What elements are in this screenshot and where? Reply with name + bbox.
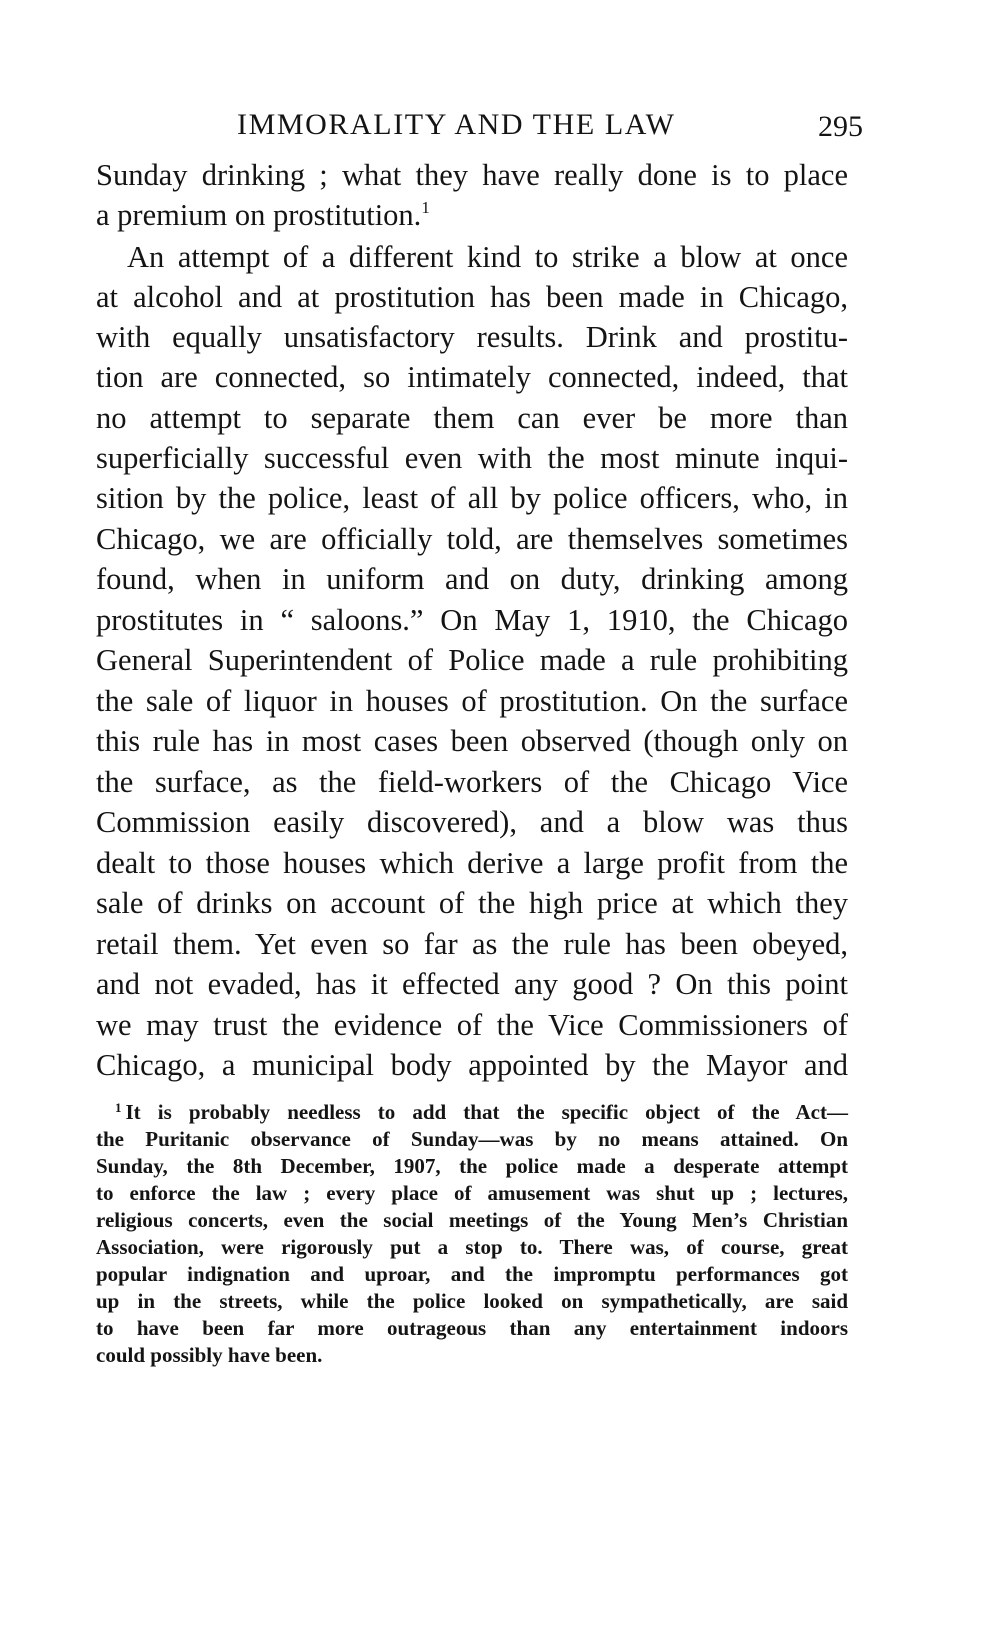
- footnote-line: to enforce the law ; every place of amusement was shut up ; lectures,: [96, 1181, 848, 1205]
- footnote-line: popular indignation and uproar, and the impromptu performances got: [96, 1262, 848, 1286]
- footnote-line: religious concerts, even the social meetings of the Young Men’s Christian: [96, 1208, 848, 1232]
- body-line: An attempt of a different kind to strike a blow at once: [127, 240, 848, 274]
- body-line: this rule has in most cases been observed (though only on: [96, 724, 848, 758]
- body-line: Chicago, a municipal body appointed by the Mayor and: [96, 1048, 848, 1082]
- body-line: dealt to those houses which derive a large profit from the: [96, 846, 848, 880]
- footnote-marker: 1: [115, 1100, 122, 1115]
- body-line-text: a premium on prostitution.: [96, 198, 422, 232]
- footnote-line-text: It is probably needless to add that the specific object of the Act—: [125, 1100, 848, 1124]
- running-title: IMMORALITY AND THE LAW: [237, 108, 676, 141]
- footnote-line: to have been far more outrageous than any entertainment indoors: [96, 1316, 848, 1340]
- footnote-line: up in the streets, while the police looked on sympathetically, are said: [96, 1289, 848, 1313]
- body-line: the sale of liquor in houses of prostitution. On the surface: [96, 684, 848, 718]
- body-line: and not evaded, has it effected any good ? On this point: [96, 967, 848, 1001]
- body-line: we may trust the evidence of the Vice Commissioners of: [96, 1008, 848, 1042]
- body-line: [96, 195, 848, 235]
- body-line: prostitutes in “ saloons.” On May 1, 1910, the Chicago: [96, 603, 848, 637]
- body-line: no attempt to separate them can ever be more than: [96, 401, 848, 435]
- footnote-line: could possibly have been.: [96, 1343, 323, 1367]
- body-line: the surface, as the field-workers of the Chicago Vice: [96, 765, 848, 799]
- footnote-reference: 1: [421, 198, 430, 217]
- body-line: sale of drinks on account of the high price at which they: [96, 886, 848, 920]
- body-line: found, when in uniform and on duty, drinking among: [96, 562, 848, 596]
- body-line: at alcohol and at prostitution has been made in Chicago,: [96, 280, 848, 314]
- body-line: with equally unsatisfactory results. Drink and prostitu-: [96, 320, 848, 354]
- body-line: tion are connected, so intimately connected, indeed, that: [96, 360, 848, 394]
- body-line: Sunday drinking ; what they have really done is to place: [96, 158, 848, 192]
- footnote-line: the Puritanic observance of Sunday—was by no means attained. On: [96, 1127, 848, 1151]
- page-number: 295: [818, 110, 863, 143]
- body-line: General Superintendent of Police made a rule prohibiting: [96, 643, 848, 677]
- body-line: retail them. Yet even so far as the rule has been obeyed,: [96, 927, 848, 961]
- body-line: Chicago, we are officially told, are themselves sometimes: [96, 522, 848, 556]
- footnote-line: Association, were rigorously put a stop to. There was, of course, great: [96, 1235, 848, 1259]
- page-header: [0, 103, 1000, 147]
- footnote-line: Sunday, the 8th December, 1907, the police made a desperate attempt: [96, 1154, 848, 1178]
- body-line: superficially successful even with the most minute inqui-: [96, 441, 848, 475]
- body-line: Commission easily discovered), and a blow was thus: [96, 805, 848, 839]
- body-line: sition by the police, least of all by police officers, who, in: [96, 481, 848, 515]
- footnote-line: [115, 1099, 848, 1125]
